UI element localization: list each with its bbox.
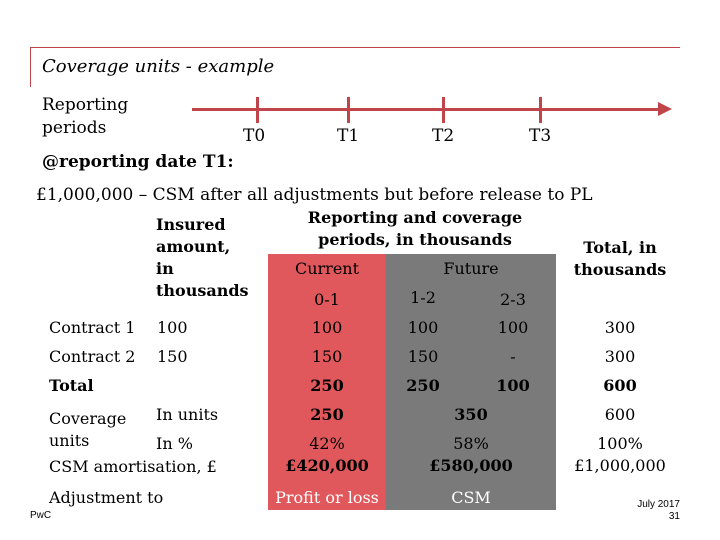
timeline-label-t3: T3 [529, 126, 552, 146]
csm-amortisation-future: £580,000 [429, 456, 513, 475]
total-header-line1: Total, in [583, 238, 657, 257]
timeline-tick-t2 [442, 97, 445, 123]
coverage-units-future: 350 [454, 405, 488, 424]
footer-page-number: 31 [668, 511, 680, 522]
coverage-units-in-units-label: In units [156, 405, 219, 424]
period-future-1: 1-2 [410, 288, 436, 307]
timeline-tick-t0 [256, 97, 259, 123]
timeline-label-t2: T2 [432, 126, 455, 146]
adjustment-label: Adjustment to [49, 488, 164, 507]
period-future-2: 2-3 [500, 290, 526, 309]
row-total-total: 600 [603, 376, 637, 395]
coverage-units-current: 250 [310, 405, 344, 424]
insured-header-line2: amount, [156, 237, 231, 256]
adjustment-current: Profit or loss [275, 488, 379, 507]
reporting-periods-label-line1: Reporting [42, 95, 129, 115]
period-current: 0-1 [314, 290, 340, 309]
row-contract1-total: 300 [604, 318, 636, 337]
csm-amortisation-label: CSM amortisation, £ [49, 457, 217, 476]
csm-amortisation-total: £1,000,000 [574, 456, 666, 475]
row-contract1-insured: 100 [157, 318, 188, 337]
reporting-date: @reporting date T1: [42, 152, 234, 172]
coverage-pct-future: 58% [453, 434, 489, 453]
future-header: Future [443, 259, 499, 278]
timeline-label-t0: T0 [243, 126, 266, 146]
coverage-pct-total: 100% [597, 434, 643, 453]
row-total-f2: 100 [496, 376, 530, 395]
row-contract1-current: 100 [311, 318, 343, 337]
insured-header-line1: Insured [156, 215, 226, 234]
slide-title: Coverage units - example [42, 56, 275, 77]
row-contract2-f1: 150 [407, 347, 439, 366]
coverage-pct-current: 42% [309, 434, 345, 453]
csm-amortisation-current: £420,000 [285, 456, 369, 475]
adjustment-future: CSM [451, 488, 491, 507]
coverage-units-label-line1: Coverage [49, 409, 127, 428]
footer-date: July 2017 [637, 499, 680, 510]
csm-statement: £1,000,000 – CSM after all adjustments but before release to PL [36, 185, 593, 205]
reporting-header-line1: Reporting and coverage [307, 208, 523, 227]
timeline-axis [192, 108, 662, 111]
insured-header-line3: in [156, 259, 174, 278]
row-contract2-current: 150 [311, 347, 343, 366]
row-contract2-f2: - [510, 347, 516, 366]
timeline-tick-t1 [347, 97, 350, 123]
row-total-label: Total [49, 376, 94, 395]
left-rule [30, 47, 31, 87]
reporting-header-line2: periods, in thousands [318, 230, 512, 249]
top-rule [30, 47, 680, 48]
row-contract1-f1: 100 [407, 318, 439, 337]
total-header-line2: thousands [573, 260, 667, 279]
coverage-units-label-line2: units [49, 431, 90, 450]
footer-brand: PwC [30, 510, 52, 521]
row-contract2-label: Contract 2 [49, 347, 136, 366]
row-total-f1: 250 [406, 376, 440, 395]
coverage-units-total: 600 [604, 405, 636, 424]
row-contract2-total: 300 [604, 347, 636, 366]
coverage-units-in-percent-label: In % [156, 434, 193, 453]
timeline-arrow-icon [658, 102, 672, 116]
row-total-current: 250 [310, 376, 344, 395]
row-contract1-f2: 100 [497, 318, 529, 337]
timeline-tick-t3 [539, 97, 542, 123]
insured-header-line4: thousands [156, 281, 249, 300]
current-header: Current [294, 259, 360, 278]
row-contract2-insured: 150 [157, 347, 188, 366]
reporting-periods-label-line2: periods [42, 118, 107, 138]
row-contract1-label: Contract 1 [49, 318, 136, 337]
timeline-label-t1: T1 [337, 126, 360, 146]
